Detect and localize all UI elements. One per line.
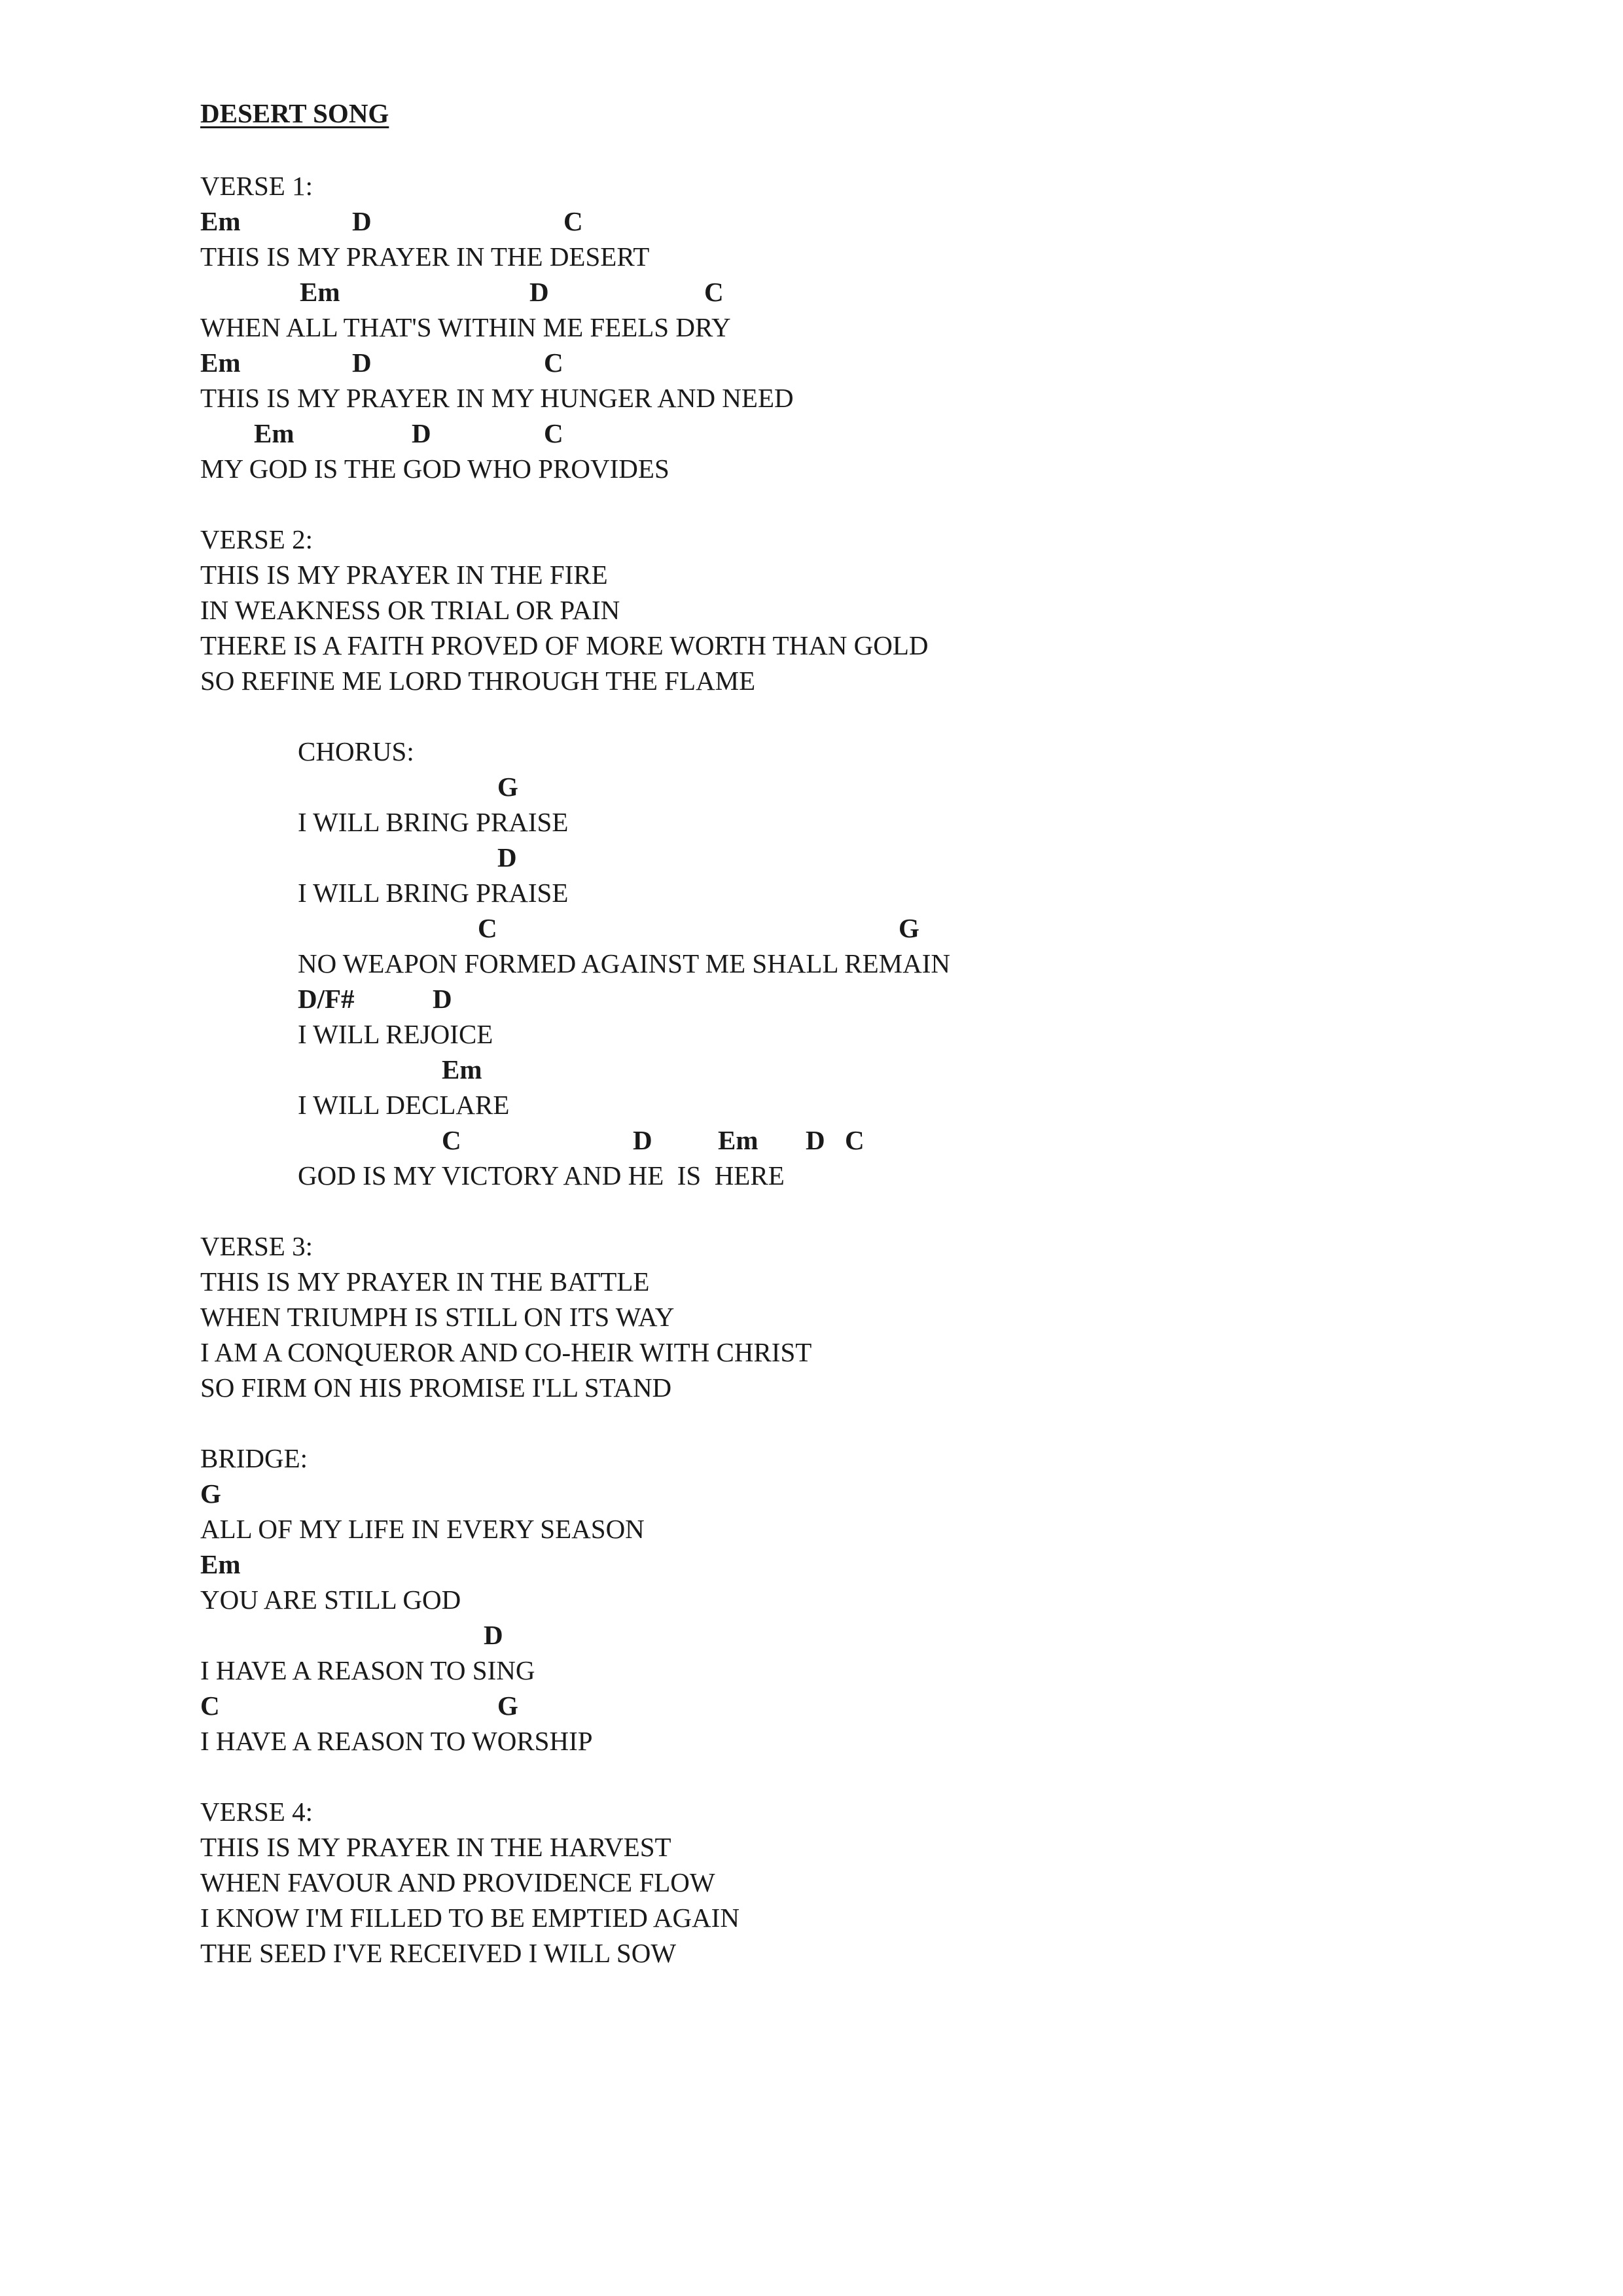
bridge-chord-4-2: G	[497, 1691, 518, 1721]
chorus-chord-5-1: Em	[442, 1054, 482, 1085]
bridge-lyric-1: ALL OF MY LIFE IN EVERY SEASON	[200, 1514, 645, 1544]
verse2-heading: VERSE 2:	[200, 524, 313, 554]
verse1-chord-2-2: D	[529, 277, 549, 307]
verse1-lyric-1: THIS IS MY PRAYER IN THE DESERT	[200, 242, 650, 272]
verse4-lyric-3: I KNOW I'M FILLED TO BE EMPTIED AGAIN	[200, 1903, 740, 1933]
bridge-lyric-4: I HAVE A REASON TO WORSHIP	[200, 1726, 593, 1756]
verse3-lyric-2: WHEN TRIUMPH IS STILL ON ITS WAY	[200, 1302, 675, 1332]
verse4-lyric-2: WHEN FAVOUR AND PROVIDENCE FLOW	[200, 1867, 715, 1897]
verse1-chord-4-1: Em	[254, 418, 294, 448]
verse3-lyric-4: SO FIRM ON HIS PROMISE I'LL STAND	[200, 1372, 672, 1403]
bridge-chord-2-1: Em	[200, 1549, 241, 1579]
verse1-chord-3-3: C	[544, 348, 563, 378]
verse1-lyric-4: MY GOD IS THE GOD WHO PROVIDES	[200, 454, 669, 484]
chorus-lyric-5: I WILL DECLARE	[298, 1090, 510, 1120]
verse3-heading: VERSE 3:	[200, 1231, 313, 1261]
verse4-lyric-4: THE SEED I'VE RECEIVED I WILL SOW	[200, 1938, 677, 1968]
verse3-lyric-1: THIS IS MY PRAYER IN THE BATTLE	[200, 1266, 650, 1297]
chorus-chord-6-4: D	[806, 1125, 825, 1155]
verse2-lyric-1: THIS IS MY PRAYER IN THE FIRE	[200, 560, 608, 590]
chorus-chord-6-1: C	[442, 1125, 461, 1155]
chorus-heading: CHORUS:	[298, 736, 414, 766]
bridge-lyric-2: YOU ARE STILL GOD	[200, 1585, 461, 1615]
chorus-chord-2-1: D	[497, 842, 517, 872]
verse4-heading: VERSE 4:	[200, 1797, 313, 1827]
bridge-chord-3-1: D	[484, 1620, 503, 1650]
bridge-lyric-3: I HAVE A REASON TO SING	[200, 1655, 535, 1685]
verse2-lyric-3: THERE IS A FAITH PROVED OF MORE WORTH THAN GOLD	[200, 630, 929, 660]
verse2-lyric-4: SO REFINE ME LORD THROUGH THE FLAME	[200, 666, 756, 696]
verse1-chord-2-1: Em	[300, 277, 340, 307]
song-title: DESERT SONG	[200, 98, 389, 128]
verse1-chord-3-1: Em	[200, 348, 241, 378]
chorus-lyric-4: I WILL REJOICE	[298, 1019, 493, 1049]
chorus-lyric-1: I WILL BRING PRAISE	[298, 807, 569, 837]
chorus-chord-6-5: C	[845, 1125, 865, 1155]
verse3-lyric-3: I AM A CONQUEROR AND CO-HEIR WITH CHRIST	[200, 1337, 812, 1367]
verse1-lyric-2: WHEN ALL THAT'S WITHIN ME FEELS DRY	[200, 312, 731, 342]
verse1-chord-3-2: D	[352, 348, 372, 378]
bridge-chord-4-1: C	[200, 1691, 220, 1721]
verse2-lyric-2: IN WEAKNESS OR TRIAL OR PAIN	[200, 595, 620, 625]
chorus-chord-3-2: G	[899, 913, 919, 943]
chorus-chord-3-1: C	[478, 913, 497, 943]
verse1-chord-4-3: C	[544, 418, 563, 448]
verse1-chord-1-3: C	[563, 206, 583, 236]
verse1-lyric-3: THIS IS MY PRAYER IN MY HUNGER AND NEED	[200, 383, 794, 413]
chorus-lyric-3: NO WEAPON FORMED AGAINST ME SHALL REMAIN	[298, 948, 950, 978]
verse4-lyric-1: THIS IS MY PRAYER IN THE HARVEST	[200, 1832, 671, 1862]
bridge-chord-1-1: G	[200, 1479, 221, 1509]
chorus-chord-4-2: D	[433, 984, 452, 1014]
verse1-chord-2-3: C	[704, 277, 724, 307]
verse1-chord-4-2: D	[412, 418, 431, 448]
chorus-chord-4-1: D/F#	[298, 984, 355, 1014]
chorus-chord-1-1: G	[497, 772, 518, 802]
verse1-chord-1-2: D	[352, 206, 372, 236]
chorus-chord-6-2: D	[633, 1125, 652, 1155]
verse1-heading: VERSE 1:	[200, 171, 313, 201]
bridge-heading: BRIDGE:	[200, 1443, 308, 1473]
verse1-chord-1-1: Em	[200, 206, 241, 236]
chorus-lyric-2: I WILL BRING PRAISE	[298, 878, 569, 908]
chorus-lyric-6: GOD IS MY VICTORY AND HE IS HERE	[298, 1160, 785, 1191]
chorus-chord-6-3: Em	[718, 1125, 758, 1155]
